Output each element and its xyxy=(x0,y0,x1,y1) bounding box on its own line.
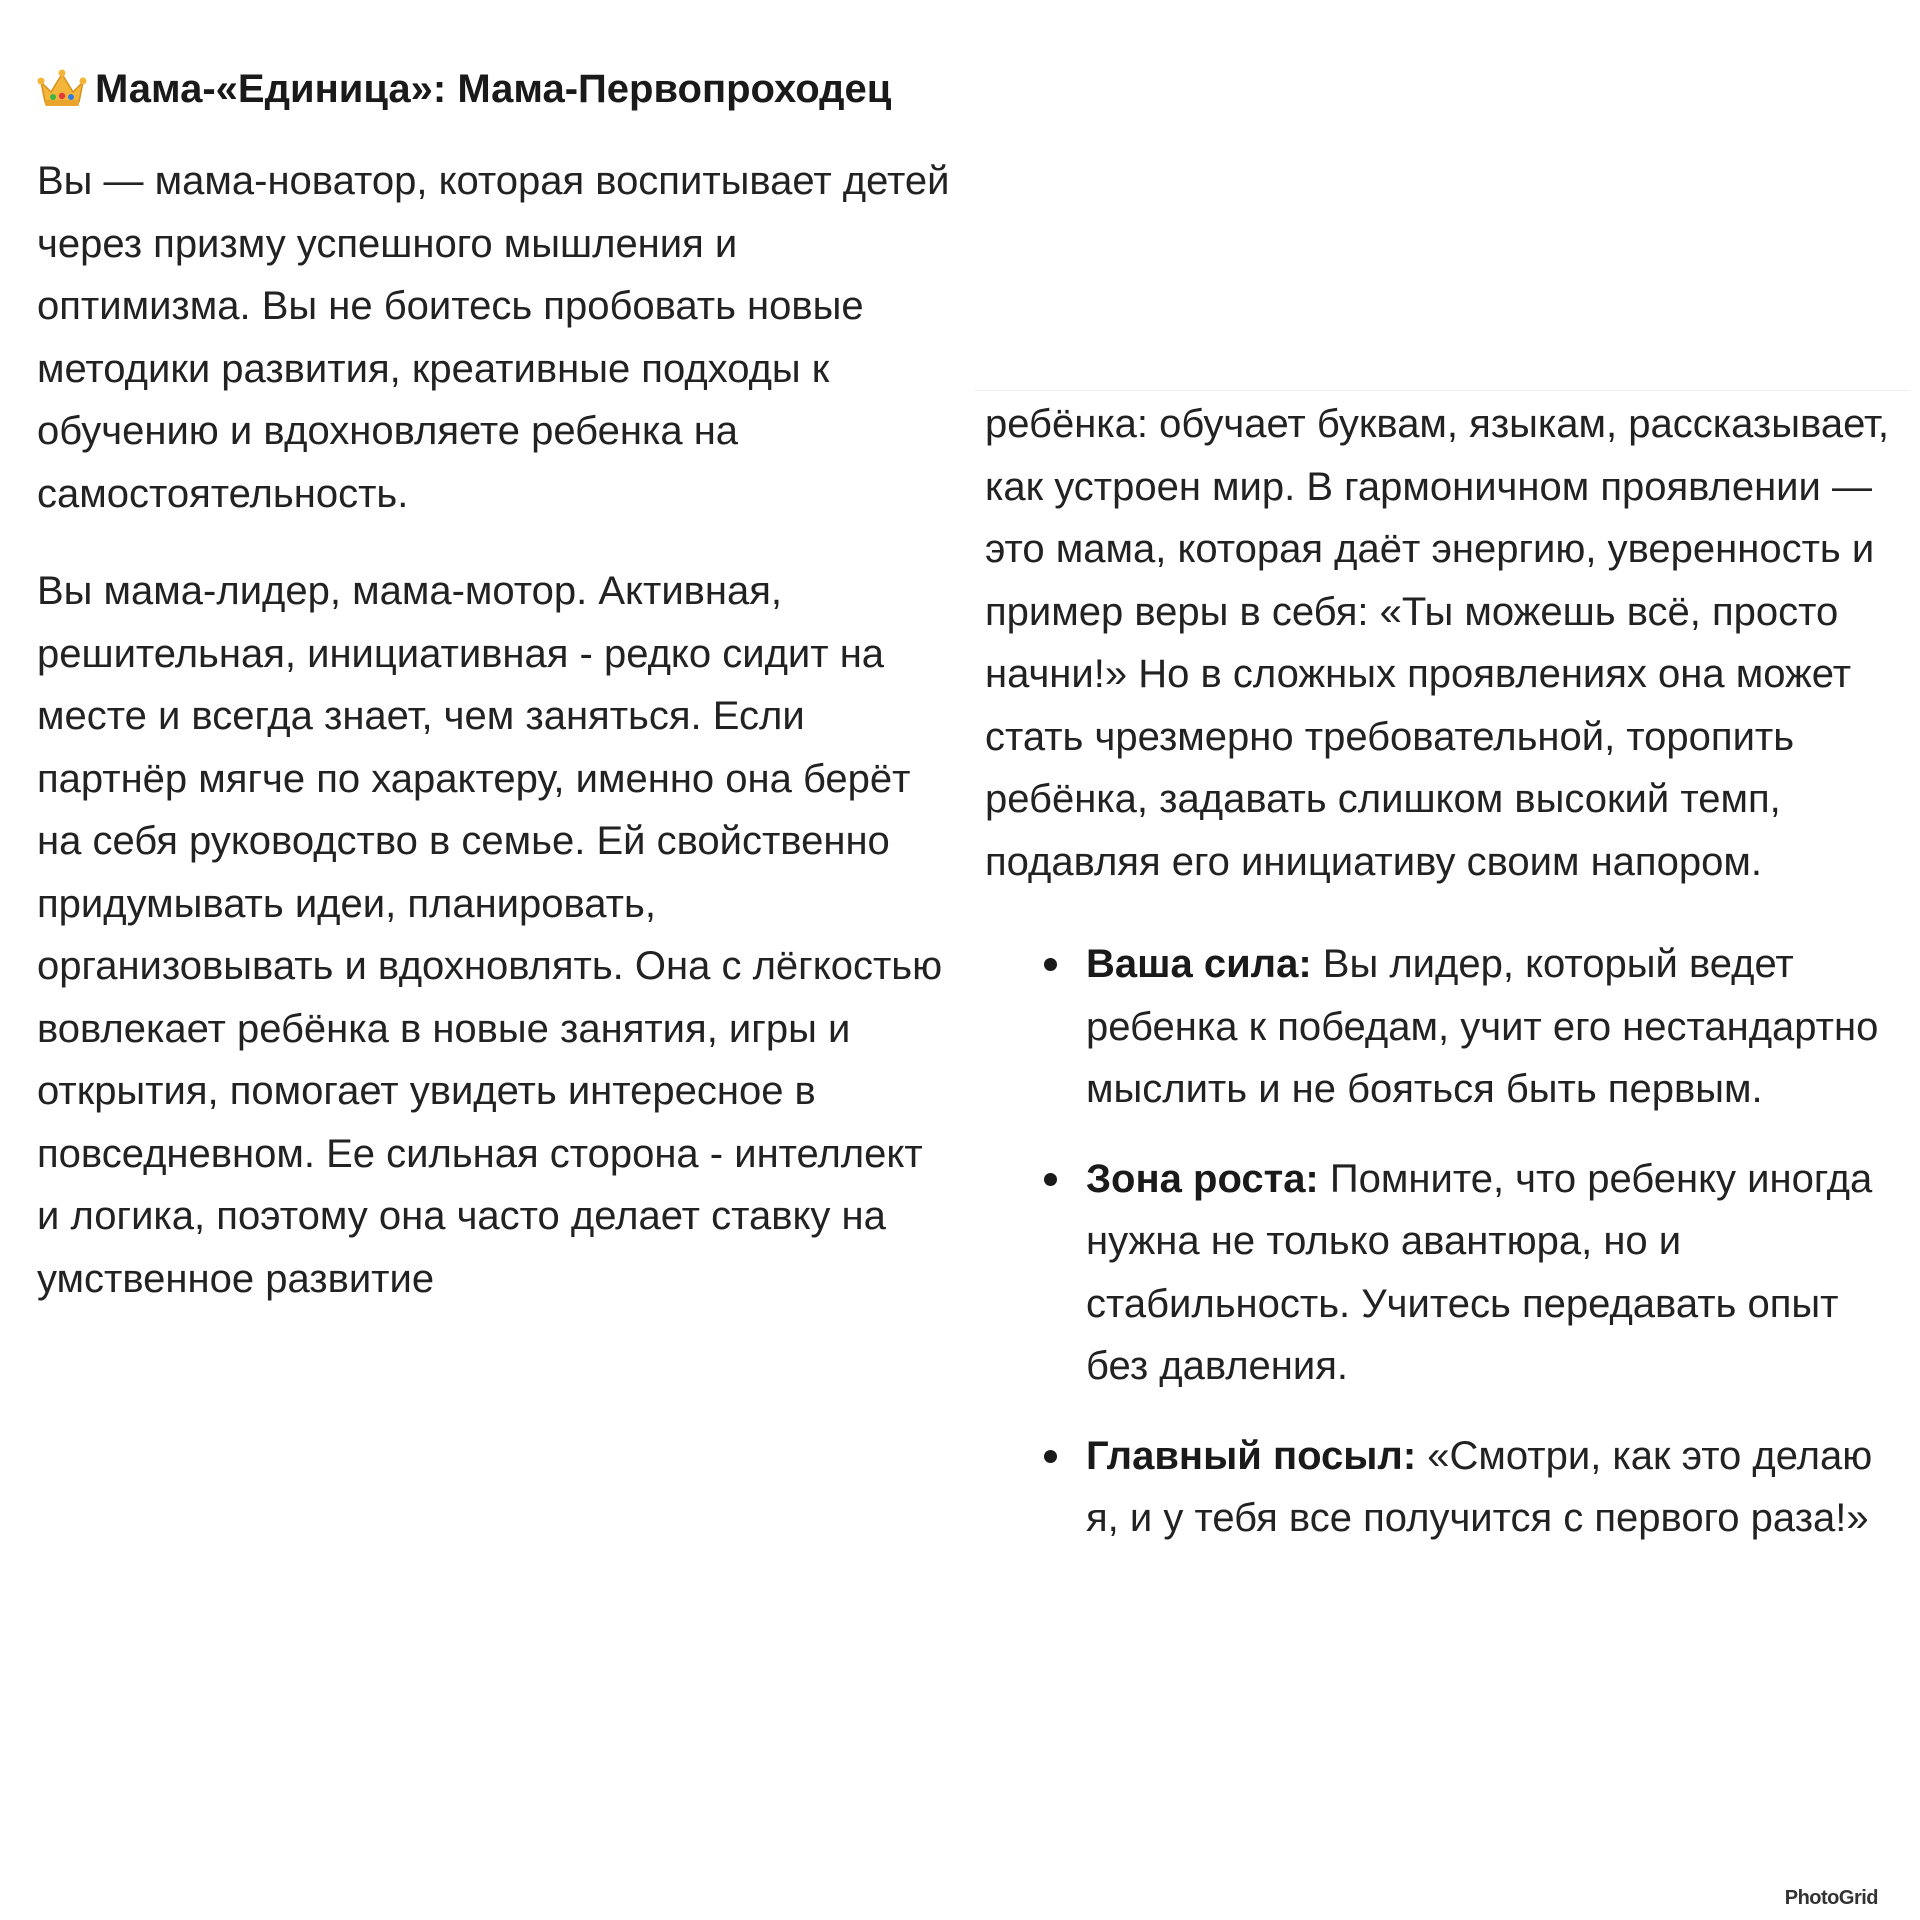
bullet-icon xyxy=(1044,1450,1057,1463)
list-item-label: Главный посыл: xyxy=(1086,1433,1417,1478)
list-item-growth xyxy=(985,1148,1910,1398)
list-item-text: Помните, что ребенку иногда нужна не только авантюра, но и стабильность. Учитесь передавать опыт без давления. xyxy=(1086,1156,1873,1388)
continuation-paragraph: ребёнка: обучает буквам, языкам, рассказывает, как устроен мир. В гармоничном проявлении — это мама, которая даёт энергию, уверенность и пример веры в себя: «Ты можешь всё, просто начни!» Но в сложных проявлениях она может стать чрезмерно требовательной, торопить ребёнка, задавать слишком высокий темп, подавляя его инициативу своим напором. xyxy=(985,402,1889,884)
title-text: Мама-«Единица»: Мама-Первопроходец xyxy=(95,67,892,111)
bullet-icon xyxy=(1044,958,1057,971)
intro-paragraph: Вы — мама-новатор, которая воспитывает детей через призму успешного мышления и оптимизма. Вы не боитесь пробовать новые методики развития, креативные подходы к обучению и вдохновляете ребенка на самостоятельность. xyxy=(37,159,950,516)
list-item-label: Ваша сила: xyxy=(1086,942,1312,986)
left-column xyxy=(37,58,952,1345)
page-title xyxy=(37,58,952,120)
watermark: PhotoGrid xyxy=(1784,1887,1878,1909)
list-item-strength xyxy=(985,933,1910,1121)
list-item-message xyxy=(985,1425,1910,1550)
leader-paragraph: Вы мама-лидер, мама-мотор. Активная, решительная, инициативная - редко сидит на месте и всегда знает, чем заняться. Если партнёр мягче по характеру, именно она берёт на себя руководство в семье. Ей свойственно придумывать идеи, планировать, организовывать и вдохновлять. Она с лёгкостью вовлекает ребёнка в новые занятия, игры и открытия, помогает увидеть интересное в повседневном. Ее сильная сторона - интеллект и логика, поэтому она часто делает ставку на умственное развитие xyxy=(37,569,943,1301)
crown-icon xyxy=(37,68,87,108)
summary-list xyxy=(985,933,1910,1550)
list-item-label: Зона роста: xyxy=(1086,1156,1319,1201)
list-item-text: «Смотри, как это делаю я, и у тебя все получится с первого раза!» xyxy=(1086,1433,1873,1540)
list-item-text: Вы лидер, который ведет ребенка к победам, учит его нестандартно мыслить и не бояться быть первым. xyxy=(1086,942,1879,1111)
column-divider xyxy=(975,390,1910,391)
bullet-icon xyxy=(1044,1173,1057,1186)
right-column xyxy=(985,393,1910,1577)
